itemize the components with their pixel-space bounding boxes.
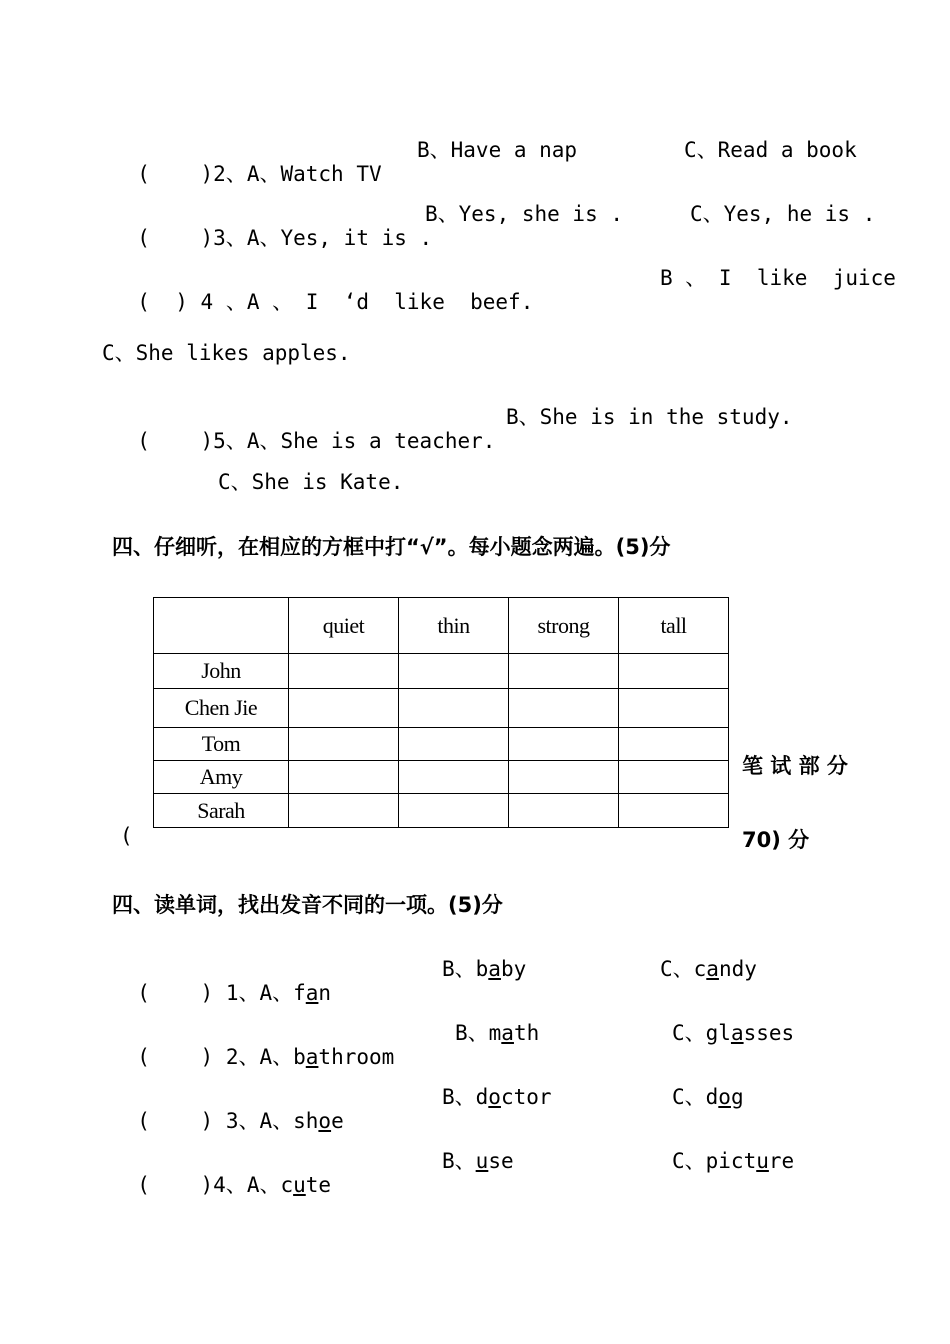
row-name: Amy <box>154 761 289 794</box>
table-header-cell: tall <box>619 598 729 654</box>
option-b <box>442 1145 514 1175</box>
table-row <box>154 794 729 828</box>
table-header-cell: thin <box>399 598 509 654</box>
option-c <box>672 1081 744 1111</box>
underlined-letter: o <box>488 1085 501 1109</box>
check-cell[interactable] <box>399 761 509 794</box>
section-title: 四、仔细听，在相应的方框中打“√”。每小题念两遍。(5)分 <box>112 535 671 559</box>
check-cell[interactable] <box>509 761 619 794</box>
option-b: B 、 I like juice <box>660 266 896 290</box>
option-c: C、Read a book <box>684 138 857 162</box>
option-b-prefix: B、d <box>442 1085 489 1109</box>
option-c: C、She is Kate. <box>218 470 404 494</box>
question-row-3 <box>112 198 432 252</box>
check-cell[interactable] <box>509 689 619 728</box>
underlined-letter: a <box>305 1045 319 1069</box>
option-a-prefix: A、sh <box>259 1109 319 1133</box>
underlined-letter: o <box>718 1085 731 1109</box>
option-b: B、Yes, she is . <box>425 202 624 226</box>
phonics-row-1 <box>112 953 331 1007</box>
table-row <box>154 728 729 761</box>
answer-paren: ( ) <box>137 429 214 453</box>
underlined-letter: u <box>293 1173 306 1197</box>
question-number: 2、 <box>225 1045 260 1069</box>
option-b: B、She is in the study. <box>506 405 793 429</box>
question-number: 3、 <box>213 226 247 250</box>
option-b-suffix: se <box>488 1149 514 1173</box>
option-c-prefix: C、gl <box>672 1021 731 1045</box>
answer-paren: ( ) <box>137 290 188 314</box>
option-a-suffix: throom <box>318 1045 395 1069</box>
option-c: C、She likes apples. <box>102 341 351 365</box>
underlined-letter: a <box>488 957 501 981</box>
option-c-suffix: ndy <box>718 957 757 981</box>
option-b <box>455 1017 539 1047</box>
row-name: Tom <box>154 728 289 761</box>
option-c-suffix: g <box>730 1085 744 1109</box>
phonics-row-2 <box>112 1017 394 1071</box>
option-c-prefix: C、d <box>672 1085 719 1109</box>
answer-paren: ( ) <box>137 1045 214 1069</box>
row-name: John <box>154 654 289 689</box>
question-number: 5、 <box>213 429 247 453</box>
answer-paren: ( ) <box>137 162 214 186</box>
option-c-suffix: sses <box>743 1021 795 1045</box>
table-row <box>154 689 729 728</box>
check-cell[interactable] <box>619 689 729 728</box>
phonics-row-3 <box>112 1081 344 1135</box>
underlined-letter: a <box>305 981 319 1005</box>
question-number: 2、 <box>213 162 247 186</box>
question-number: 1、 <box>225 981 260 1005</box>
row-name: Chen Jie <box>154 689 289 728</box>
option-c <box>660 953 757 983</box>
check-cell[interactable] <box>509 654 619 689</box>
underlined-letter: a <box>501 1021 514 1045</box>
answer-paren: ( ) <box>137 981 214 1005</box>
check-cell[interactable] <box>619 761 729 794</box>
written-part-open-paren: ( <box>120 824 133 848</box>
option-c: C、Yes, he is . <box>690 202 876 226</box>
option-b-suffix: th <box>513 1021 540 1045</box>
check-cell[interactable] <box>509 794 619 828</box>
option-c-prefix: C、pict <box>672 1149 757 1173</box>
option-b <box>442 953 526 983</box>
option-c <box>672 1017 794 1047</box>
check-cell[interactable] <box>289 728 399 761</box>
table-row <box>154 654 729 689</box>
check-cell[interactable] <box>289 654 399 689</box>
question-number: 4 、 <box>200 290 247 314</box>
check-cell[interactable] <box>289 761 399 794</box>
option-a-suffix: e <box>331 1109 344 1133</box>
option-a-suffix: n <box>318 981 332 1005</box>
option-a-prefix: A、f <box>259 981 306 1005</box>
phonics-row-4 <box>112 1145 331 1199</box>
check-cell[interactable] <box>619 728 729 761</box>
option-c <box>672 1145 794 1175</box>
question-number: 3、 <box>225 1109 260 1133</box>
check-cell[interactable] <box>619 794 729 828</box>
check-cell[interactable] <box>399 728 509 761</box>
option-b-prefix: B、 <box>442 1149 476 1173</box>
question-row-4 <box>112 262 533 316</box>
option-a-prefix: A、c <box>246 1173 294 1197</box>
table-header-cell <box>154 598 289 654</box>
question-number: 4、 <box>213 1173 247 1197</box>
option-a: A、She is a teacher. <box>246 429 496 453</box>
check-cell[interactable] <box>289 689 399 728</box>
answer-paren: ( ) <box>137 1109 214 1133</box>
answer-paren: ( ) <box>137 1173 214 1197</box>
option-b-suffix: by <box>500 957 527 981</box>
written-part-label: 笔 试 部 分 <box>742 754 848 778</box>
check-cell[interactable] <box>399 654 509 689</box>
check-cell[interactable] <box>509 728 619 761</box>
check-cell[interactable] <box>399 689 509 728</box>
check-cell[interactable] <box>399 794 509 828</box>
section-title: 四、读单词，找出发音不同的一项。(5)分 <box>112 893 503 917</box>
option-a: A 、 I ‘d like beef. <box>246 290 534 314</box>
underlined-letter: o <box>318 1109 332 1133</box>
option-b: B、Have a nap <box>417 138 578 162</box>
check-cell[interactable] <box>619 654 729 689</box>
row-name: Sarah <box>154 794 289 828</box>
underlined-letter: u <box>756 1149 769 1173</box>
option-a: A、Yes, it is . <box>246 226 433 250</box>
table-row <box>154 761 729 794</box>
answer-table <box>153 597 729 828</box>
underlined-letter: a <box>730 1021 744 1045</box>
option-c-prefix: C、c <box>660 957 707 981</box>
table-header-cell: strong <box>509 598 619 654</box>
option-c-suffix: re <box>768 1149 795 1173</box>
answer-paren: ( ) <box>137 226 214 250</box>
option-a-prefix: A、b <box>259 1045 306 1069</box>
question-row-2 <box>112 134 382 188</box>
option-b <box>442 1081 552 1111</box>
underlined-letter: a <box>706 957 719 981</box>
table-header-cell: quiet <box>289 598 399 654</box>
option-a: A、Watch TV <box>246 162 382 186</box>
table-header-row <box>154 598 729 654</box>
written-part-score: 70) 分 <box>742 828 810 852</box>
option-b-prefix: B、b <box>442 957 489 981</box>
option-b-prefix: B、m <box>455 1021 502 1045</box>
option-a-suffix: te <box>305 1173 332 1197</box>
question-row-5 <box>112 401 495 455</box>
underlined-letter: u <box>475 1149 489 1173</box>
option-b-suffix: ctor <box>500 1085 552 1109</box>
check-cell[interactable] <box>289 794 399 828</box>
